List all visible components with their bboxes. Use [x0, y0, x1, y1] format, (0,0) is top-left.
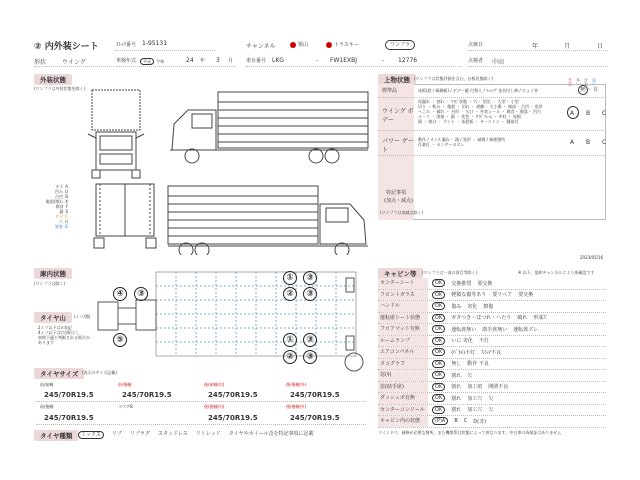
cabin-option[interactable]: 欠 — [467, 372, 473, 379]
exterior-note: (ワンプラは外装状態を除く) — [34, 86, 86, 91]
cabin-row — [378, 290, 606, 302]
tire-type-rib[interactable]: リブ — [111, 431, 122, 437]
channel-option-3-circled[interactable]: ワンプラ — [385, 40, 415, 50]
row-mark-standard[interactable]: 無 ・ 有 — [580, 87, 599, 93]
day-unit: 日 — [597, 43, 604, 50]
tire-label-5: 前/後軸 — [40, 404, 54, 409]
cabin-row-label: フロントガラス — [378, 290, 428, 301]
tire-label-4: 後/後軸(外) — [286, 382, 307, 387]
cabin-row-label: ダッシュボ有無 — [378, 393, 428, 404]
reg-month-unit: 月 — [228, 58, 234, 64]
cabin-option[interactable]: 劣化 — [467, 303, 478, 310]
row-label-wing: ウイング ボデー — [382, 108, 414, 124]
cabin-option[interactable]: 加工穴 — [467, 407, 483, 414]
cabin-option[interactable]: (P)A — [432, 417, 448, 425]
tire-layout-diagram — [96, 270, 366, 380]
cabin-option[interactable]: OK — [432, 337, 445, 345]
tire-label-7: 後/後軸(内) — [204, 404, 225, 409]
cabin-row-label: ルームランプ — [378, 336, 428, 347]
model-prefix: LKG — [272, 57, 284, 64]
tire-label-3: 後/前軸(内) — [204, 382, 225, 387]
cabin-option[interactable]: OK — [432, 291, 445, 299]
cabin-option[interactable]: 欠 — [488, 407, 494, 414]
cabin-option[interactable]: 助手席無い — [482, 326, 508, 333]
cabin-option[interactable]: 交換推奨 — [451, 280, 472, 287]
axle-position-1[interactable]: ① — [283, 271, 297, 285]
axle-position-3c[interactable]: ③ — [134, 287, 148, 301]
cabin-option[interactable]: 要リペア — [492, 292, 513, 299]
axle-position-3e[interactable]: ③ — [303, 350, 317, 364]
cabin-row — [378, 336, 606, 348]
cabin-row-label: キャビン内の状態 — [378, 416, 428, 427]
tire-size-7: 245/70R19.5 — [208, 414, 258, 422]
cabin-option[interactable]: ｽｲｯﾁ不良 — [481, 349, 502, 356]
reg-label: 車検年式 — [116, 58, 137, 64]
cabin-option[interactable]: 割れ — [451, 384, 462, 391]
type-value: ウイング — [62, 59, 86, 66]
row-items-standard: 床板(鉄 / 縞鋼板) / ボデー鍵 付替え / ﾗｯｼﾝｸﾞ金具付し棒 / ひょう害 — [418, 88, 538, 93]
axle-position-3[interactable]: ③ — [303, 271, 317, 285]
tire-type-note: タイヤやホイール歪を特記事項に記載 — [228, 431, 314, 437]
interior-note: (ワンプラは除く) — [34, 281, 66, 286]
date-code: 2023/05/16 — [580, 255, 604, 260]
axle-position-2[interactable]: ② — [283, 287, 297, 301]
channel-option-1: 栗山 — [298, 42, 309, 48]
row-mark-wing[interactable]: A B C — [570, 110, 612, 117]
special-note: (ワンプラは加減点除く) — [380, 210, 424, 215]
cabin-option[interactable]: 運転席ズレ — [513, 326, 539, 333]
cabin-row-label: センターシート — [378, 278, 428, 289]
cabin-row — [378, 301, 606, 313]
tire-label-1: 前/前軸 — [40, 382, 54, 387]
cabin-row-label: 窓(助手席) — [378, 382, 428, 393]
reg-month: 3 — [216, 57, 220, 64]
cabin-row-label: 窓(ｷ) — [378, 370, 428, 381]
cabin-option[interactable]: D(非) — [473, 418, 487, 425]
truck-front-view — [88, 90, 144, 178]
row-mark-power-gate[interactable]: A B C — [570, 139, 612, 146]
tire-type-mix[interactable]: ミックス — [78, 431, 104, 439]
special-label: 特記事項 — [386, 190, 407, 196]
circle-mark — [567, 106, 579, 119]
cabin-row — [378, 278, 606, 290]
cabin-option[interactable]: (ﾊﾟﾈﾙ)不灯 — [451, 349, 476, 356]
truck-side-view — [170, 92, 368, 163]
cabin-option[interactable]: OK — [432, 371, 445, 379]
tire-label-8: 後/後軸(外) — [286, 404, 307, 409]
tire-tread-section-title: タイヤ山 — [34, 312, 72, 323]
model-mid: FW1EXBJ — [330, 57, 357, 64]
cabin-option[interactable]: 破れ — [517, 315, 528, 322]
loading-rating-headers: 不良 多い 少ない 良い — [568, 78, 597, 90]
row-items-power-gate: 動作 / オイル漏れ・ 錆 / 変形 ・ 破損 / 修理箇所 作業灯 ・ センサーのズレ — [418, 137, 506, 147]
cabin-row — [378, 313, 606, 325]
page-title: ② 内外装シート — [34, 42, 99, 52]
tire-label-6: スペアB — [118, 404, 133, 409]
cabin-option[interactable]: OK — [432, 383, 445, 391]
cabin-option[interactable]: いに 劣化 — [451, 338, 473, 345]
cabin-row-label: 運転席シート状態 — [378, 313, 428, 324]
cabin-option[interactable]: OK — [432, 279, 445, 287]
radio-truskey-icon[interactable] — [326, 42, 332, 48]
cabin-row — [378, 393, 606, 405]
axle-position-3b[interactable]: ③ — [303, 287, 317, 301]
tire-tread-unit: (ミリ/溝) — [74, 314, 91, 319]
cabin-option[interactable]: 不灯 — [478, 338, 489, 345]
cabin-option[interactable]: OK — [432, 360, 445, 368]
cabin-row — [378, 347, 606, 359]
cabin-row — [378, 324, 606, 336]
cabin-row — [378, 359, 606, 371]
cabin-option[interactable]: OK — [432, 325, 445, 333]
row-label-standard: 標準品 — [382, 88, 398, 94]
cabin-option[interactable]: OK — [432, 302, 445, 310]
cabin-option[interactable]: 無し — [451, 361, 462, 368]
cabin-option[interactable]: 加工穴 — [467, 395, 483, 402]
tire-label-2: 前/後軸 — [118, 382, 132, 387]
tire-size-section-title: タイヤサイズ — [34, 368, 84, 379]
tire-size-4: 245/70R19.5 — [290, 391, 340, 399]
tire-type-retread[interactable]: リトレッド — [195, 431, 221, 437]
inspector-label: 点検者 — [468, 58, 484, 64]
cabin-section-title: キャビン等 — [378, 268, 423, 279]
cabin-option[interactable]: OK — [432, 406, 445, 414]
cabin-option[interactable]: 割れ — [451, 395, 462, 402]
channel-option-2: トラスキー — [334, 42, 359, 48]
tire-type-options — [78, 431, 314, 439]
cabin-option[interactable]: 開閉不良 — [488, 384, 509, 391]
cabin-row — [378, 370, 606, 382]
cabin-option[interactable]: OK — [432, 348, 445, 356]
exterior-section-title: 外装状態 — [34, 74, 72, 85]
model-number: 12776 — [398, 57, 418, 64]
cabin-option[interactable]: 形成ｽﾞ — [533, 315, 549, 322]
cabin-option[interactable]: 欠 — [488, 395, 494, 402]
axle-position-3d[interactable]: ③ — [303, 333, 317, 347]
tire-size-note: (表示のサイズ記載) — [82, 370, 117, 375]
cabin-checklist — [378, 278, 606, 428]
cabin-option[interactable]: OK — [432, 394, 445, 402]
cabin-row-label: ハンドル — [378, 301, 428, 312]
cabin-bottom-note: ウインドウ、補修が必要な箇所、また機関系は状態によって異なります。中古車の為保証はありません — [378, 430, 562, 435]
cabin-note: (ワンプラは一部の項目等除く) — [422, 270, 478, 275]
circle-mark — [578, 85, 588, 95]
axle-position-5[interactable]: ⑤ — [113, 333, 127, 347]
cabin-option[interactable]: C — [463, 418, 468, 425]
stock-number: 1-95131 — [142, 40, 168, 47]
year-unit: 年 — [532, 43, 539, 50]
cabin-option[interactable]: OK — [432, 314, 445, 322]
cabin-row — [378, 405, 606, 417]
reg-year: 24 — [186, 57, 194, 64]
cabin-row-label: フロアマット有無 — [378, 324, 428, 335]
truck-rear-view — [94, 184, 156, 248]
channel-label: チャンネル — [246, 43, 276, 50]
cabin-option[interactable]: 運転席無い — [451, 326, 477, 333]
tire-type-section-title: タイヤ種類 — [34, 430, 78, 441]
era-reiwa: 令和 — [156, 59, 164, 64]
tire-size-1: 245/70R19.5 — [44, 391, 94, 399]
row-label-power-gate: パワー ゲート — [382, 138, 414, 154]
cabin-row — [378, 382, 606, 394]
inspector-name: 中田 — [492, 59, 505, 66]
month-unit: 月 — [564, 43, 571, 50]
special-sub: (加点・減点) — [384, 198, 413, 204]
cabin-option[interactable]: 要交換 — [477, 280, 493, 287]
row-items-wing: 雨漏れ ・ 割れ ・ ﾜｲﾋﾞ状態 ・ 片・ 固定 ・ 大型・ 小型 切り ・ 軋み ・ 亀裂 ・ 切れ ・ 剥離・ 大小傷 ・ 端部・ 凸凹・ 変形 へこみ ・ 破れ ・ 台形 ・ 欠け ・ 外装シール ・ 腐食・ 脱落・ 凹凸 ルーフ ・ 溶接 ・ 錆 ・ 変色 ・ ｻｲﾄﾞﾌﾚｰﾑ ・ 中柱 ・ 屋根 錆 ・ 焼け ・ テント ・ 床鉄板 ・ キーストン ・ 鍵取付 — [418, 99, 543, 124]
truck-exterior-diagram — [70, 80, 370, 255]
loading-section-title: 上物状態 — [378, 74, 416, 85]
axle-position-4[interactable]: ④ — [113, 287, 127, 301]
tire-size-5: 245/70R19.5 — [44, 414, 94, 422]
axle-position-1b[interactable]: ① — [283, 333, 297, 347]
cabin-option[interactable]: 割れ — [451, 407, 462, 414]
cabin-option[interactable]: B — [454, 418, 458, 425]
radio-kuriyama-icon[interactable] — [290, 42, 296, 48]
truck-side-view-2 — [168, 186, 368, 255]
cabin-note-right: ※ 以下、協和チャンネルにより要確認です — [518, 270, 595, 275]
reg-year-unit: 年 — [200, 58, 206, 64]
stock-label: ｽﾄｯｸ番号 — [116, 42, 137, 48]
tire-type-riblug[interactable]: リブラグ — [129, 431, 150, 437]
tire-size-8: 245/70R19.5 — [290, 414, 340, 422]
cabin-option[interactable]: 加工痕 — [467, 384, 483, 391]
cabin-option[interactable]: 擦傷 — [483, 303, 494, 310]
tire-size-2: 245/70R19.5 — [122, 391, 172, 399]
loading-note: (ワンプラは状態評価を含む、台板状態除く) — [414, 76, 494, 81]
tire-size-3: 245/70R19.5 — [208, 391, 258, 399]
axle-position-2b[interactable]: ② — [283, 350, 297, 364]
cabin-row — [378, 416, 606, 428]
cabin-option[interactable]: 傷み — [451, 303, 462, 310]
cabin-option[interactable]: 要交換 — [518, 292, 534, 299]
cabin-option[interactable]: 動作 不良 — [467, 361, 489, 368]
tire-type-studless[interactable]: スタッドレス — [157, 431, 188, 437]
inspect-date-label: 点検日 — [468, 42, 484, 48]
cabin-option[interactable]: ガタつき・ほつれ・へたり — [451, 315, 512, 322]
cabin-row-label: センターコンソール — [378, 405, 428, 416]
interior-section-title: 庫内状態 — [34, 268, 72, 279]
damage-legend: キズ A 凹み U 凸凹 B 亀裂/割れ X 腐食 F 錆 S サビ C 穴 H 塗装 G — [45, 184, 68, 229]
cabin-option[interactable]: 割れ — [451, 372, 462, 379]
era-heisei-circled[interactable]: 平成 — [140, 58, 154, 65]
model-label: 車台番号 — [246, 58, 267, 64]
cabin-row-label: タコグラフ — [378, 359, 428, 370]
cabin-row-label: エアコンパネル — [378, 347, 428, 358]
tire-tread-notes: 2ミリ以下は×表記 4ミリ以下は(欠損)とし 車検不適と判断される場合が あります — [38, 325, 90, 345]
type-label: 形状 — [34, 59, 47, 66]
cabin-option[interactable]: 軽微な傷等あり — [451, 292, 487, 299]
